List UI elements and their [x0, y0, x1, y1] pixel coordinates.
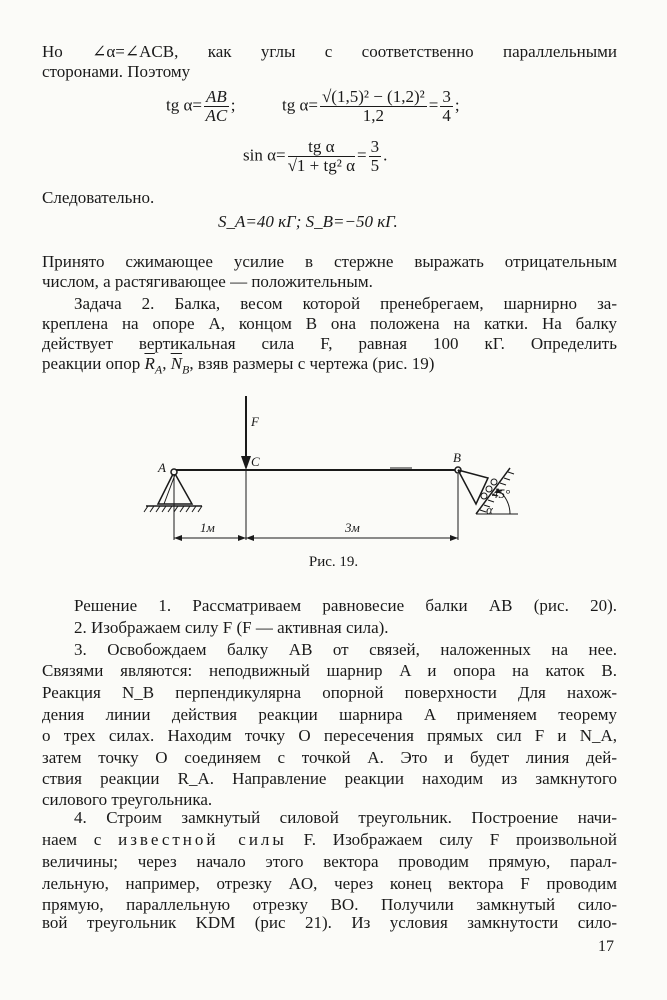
- page-number: 17: [598, 938, 614, 955]
- solution-line-6: дения линии действия реакции шарнира A применяем теорему: [42, 705, 617, 724]
- task-line-4: [42, 354, 434, 379]
- solution-line-2: 2. Изображаем силу F (F — активная сила).: [74, 618, 389, 637]
- task-line-4-start: реакции опор: [42, 354, 145, 373]
- fraction-3-4: [440, 88, 453, 125]
- label-f: F: [251, 414, 259, 429]
- step4-line-6: вой треугольник KDM (рис 21). Из условия замкнутости сило-: [42, 913, 617, 932]
- fraction-3-5: [369, 138, 382, 175]
- step4-line-4: лельную, например, отрезку AO, через конец вектора F проводим: [42, 874, 617, 893]
- pin-support-a: [158, 472, 192, 504]
- label-angle-45: 45°: [492, 486, 511, 501]
- fraction-sqrt-tg: √1 + tg² α: [287, 156, 355, 175]
- figure-caption: Рис. 19.: [308, 554, 359, 570]
- dim-arrow-a-right: [174, 535, 182, 541]
- label-dim-1m: 1м: [200, 520, 215, 535]
- fraction-ac: AC: [205, 106, 228, 125]
- formula-tg-1: [166, 88, 235, 125]
- fraction-3b: 3: [370, 137, 380, 156]
- label-alpha: α: [486, 502, 493, 517]
- label-dim-3m: 3м: [345, 520, 360, 535]
- intro-line-2: сторонами. Поэтому: [42, 62, 191, 81]
- reaction-ra: $\overline{R}$: [144, 354, 155, 373]
- dim-arrow-b-left: [450, 535, 458, 541]
- fraction-5: 5: [370, 156, 380, 175]
- dim-arrow-c-left: [238, 535, 246, 541]
- result-formula: S_A=40 кГ; S_B=−50 кГ.: [218, 212, 398, 231]
- fraction-sqrt-num: √(1,5)² − (1,2)²: [321, 87, 425, 106]
- step4-line-2-start: наем с: [42, 830, 119, 849]
- fraction-ab-ac: [204, 88, 229, 125]
- fraction-tg-sqrt: [288, 138, 355, 175]
- sign-note-line-2: числом, а растягивающее — положительным.: [42, 272, 373, 291]
- ground-a-hatch: [144, 506, 202, 512]
- fraction-sqrt-den: 1,2: [362, 106, 384, 125]
- semicolon-1: ;: [230, 95, 236, 115]
- therefore-text: Следовательно.: [42, 188, 155, 207]
- fraction-tg-alpha: tg α: [288, 138, 355, 157]
- step4-line-2-end: F. Изображаем силу F произвольной: [286, 830, 617, 849]
- reaction-ra-sub: A: [154, 362, 163, 377]
- force-arrow-head: [241, 456, 251, 470]
- task-line-1: Задача 2. Балка, весом которой пренебрегаем, шарнирно за-: [74, 294, 617, 313]
- solution-line-3: 3. Освобождаем балку AB от связей, наложенных на нее.: [74, 640, 617, 659]
- step4-line-3: величины; через начало этого вектора проводим прямую, парал-: [42, 852, 617, 871]
- tg-label-1: tg α=: [166, 95, 202, 115]
- sign-note-line-1: Принято сжимающее усилие в стержне выражать отрицательным: [42, 252, 617, 271]
- fraction-3: 3: [442, 87, 451, 106]
- eq-sign-2: =: [357, 145, 367, 165]
- task-line-3: действует вертикальная сила F, равная 100 кГ. Определить: [42, 334, 617, 353]
- sin-label: sin α=: [243, 145, 286, 165]
- reaction-nb-sub: B: [182, 362, 190, 377]
- solution-line-4: Связями являются: неподвижный шарнир A и опора на каток B.: [42, 661, 617, 680]
- fraction-sqrt: [320, 88, 427, 125]
- solution-line-7: о трех силах. Находим точку O пересечения прямых сил F и N_A,: [42, 726, 617, 745]
- tg-label-2: tg α=: [282, 95, 318, 115]
- label-a: A: [158, 460, 166, 475]
- dim-arrow-c-right: [246, 535, 254, 541]
- solution-line-10: силового треугольника.: [42, 790, 213, 809]
- semicolon-2: ;: [454, 95, 460, 115]
- step4-line-2: [42, 830, 617, 850]
- step4-line-1: 4. Строим замкнутый силовой треугольник. Построение начи-: [74, 808, 617, 827]
- end-dot: .: [383, 145, 388, 165]
- intro-line-1: Но ∠α=∠ACB, как углы с соответственно параллельными: [42, 42, 617, 61]
- label-c: C: [251, 454, 260, 469]
- step4-line-5: прямую, параллельную отрезку BO. Получили замкнутый сило-: [42, 895, 617, 914]
- reaction-nb: $\overline{N}$: [170, 354, 183, 373]
- beam-figure: [140, 392, 520, 542]
- task-line-4-sep: ,: [162, 354, 171, 373]
- solution-line-1: Решение 1. Рассматриваем равновесие балки AB (рис. 20).: [74, 596, 617, 615]
- label-b: B: [453, 450, 461, 465]
- solution-line-8: затем точку O соединяем с точкой A. Это и будет линия дей-: [42, 748, 617, 767]
- fraction-ab: AB: [205, 87, 227, 106]
- solution-line-5: Реакция N_B перпендикулярна опорной поверхности Для нахож-: [42, 683, 617, 702]
- eq-sign-1: =: [428, 95, 439, 115]
- formula-sin: [243, 138, 387, 175]
- step4-spaced-text: известной силы: [118, 830, 287, 849]
- solution-line-9: ствия реакции R_A. Направление реакции находим из замкнутого: [42, 769, 617, 788]
- formula-tg-2: [282, 88, 460, 125]
- task-line-2: креплена на опоре A, концом B она положена на катки. На балку: [42, 314, 617, 333]
- fraction-4: 4: [442, 106, 451, 125]
- task-line-4-end: , взяв размеры с чертежа (рис. 19): [189, 354, 435, 373]
